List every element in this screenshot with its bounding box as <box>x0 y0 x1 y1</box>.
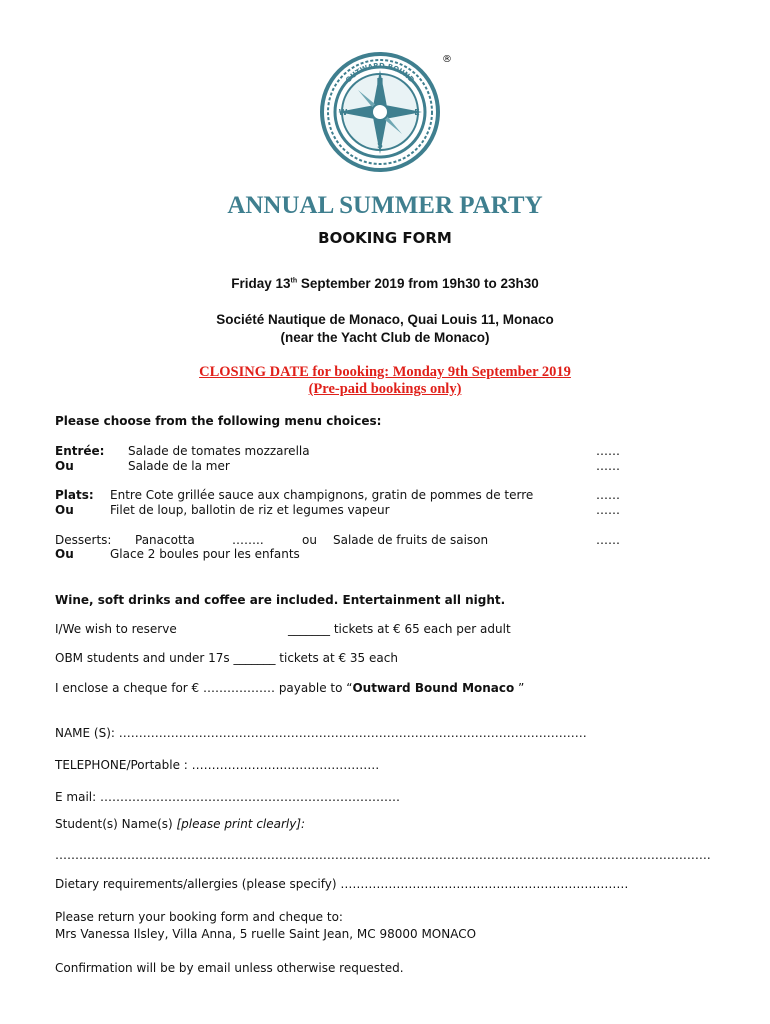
email-field[interactable]: E mail: ………………………………………………………………… <box>55 790 400 804</box>
desserts-label: Desserts: <box>55 533 112 547</box>
entree-ou: Ou <box>55 459 74 473</box>
closing-date: CLOSING DATE for booking: Monday 9th September 2019 <box>199 364 571 380</box>
compass-w-label: W <box>338 108 348 117</box>
dietary-field[interactable]: Dietary requirements/allergies (please specify) ……………………………………………………………… <box>55 877 629 891</box>
prepaid-note: (Pre-paid bookings only) <box>308 381 462 397</box>
compass-n-label: N <box>376 77 384 86</box>
plats-label: Plats: <box>55 488 94 502</box>
telephone-field[interactable]: TELEPHONE/Portable : …………………..…………………… <box>55 758 380 772</box>
venue-line-1: Société Nautique de Monaco, Quai Louis 11, Monaco <box>216 312 554 327</box>
return-address: Mrs Vanessa Ilsley, Villa Anna, 5 ruelle Saint Jean, MC 98000 MONACO <box>55 927 477 941</box>
venue-line-2: (near the Yacht Club de Monaco) <box>280 330 490 345</box>
return-instructions: Please return your booking form and cheque to: <box>55 910 343 924</box>
desserts-ou-inline: ou <box>302 533 317 547</box>
plats-option-2: Filet de loup, ballotin de riz et legumes vapeur <box>110 503 390 517</box>
desserts-option-1a-box[interactable]: …….. <box>232 533 264 547</box>
logo-arc-text: OUTWARD BOUND <box>344 61 416 85</box>
desserts-option-1b: Salade de fruits de saison <box>333 533 489 547</box>
entree-option-2-box[interactable]: …… <box>596 459 620 473</box>
desserts-option-1b-box[interactable]: …… <box>596 533 620 547</box>
entree-label: Entrée: <box>55 444 105 458</box>
compass-e-label: E <box>414 108 420 117</box>
name-field[interactable]: NAME (S): ……………………………………………………………………………………………………… <box>55 726 587 740</box>
registered-mark: ® <box>442 54 452 65</box>
entree-option-2: Salade de la mer <box>128 459 230 473</box>
student-tickets-field[interactable]: OBM students and under 17s _______ tickets at € 35 each <box>55 651 398 665</box>
cheque-line[interactable]: I enclose a cheque for € ……………… payable to “Outward Bound Monaco ” <box>55 681 525 695</box>
desserts-option-1a: Panacotta <box>135 533 195 547</box>
plats-ou: Ou <box>55 503 74 517</box>
adult-tickets-field[interactable]: _______ tickets at € 65 each per adult <box>288 622 511 636</box>
desserts-option-2: Glace 2 boules pour les enfants <box>110 547 300 561</box>
reserve-label: I/We wish to reserve <box>55 622 177 636</box>
student-names-field[interactable]: …………………………………….…………………………………………………………………………………………………………. <box>55 848 711 862</box>
plats-option-1-box[interactable]: …… <box>596 488 620 502</box>
menu-intro: Please choose from the following menu choices: <box>55 414 382 428</box>
outward-bound-logo <box>318 50 442 174</box>
confirmation-note: Confirmation will be by email unless otherwise requested. <box>55 961 404 975</box>
plats-option-2-box[interactable]: …… <box>596 503 620 517</box>
page-title: ANNUAL SUMMER PARTY <box>227 192 543 219</box>
included-note: Wine, soft drinks and coffee are included. Entertainment all night. <box>55 593 506 607</box>
entree-option-1: Salade de tomates mozzarella <box>128 444 310 458</box>
page-subtitle: BOOKING FORM <box>318 229 452 247</box>
desserts-ou: Ou <box>55 547 74 561</box>
student-names-label: Student(s) Name(s) [please print clearly]: <box>55 817 306 831</box>
compass-s-label: S <box>377 141 383 150</box>
entree-option-1-box[interactable]: …… <box>596 444 620 458</box>
plats-option-1: Entre Cote grillée sauce aux champignons, gratin de pommes de terre <box>110 488 534 502</box>
event-date: Friday 13th September 2019 from 19h30 to 23h30 <box>231 276 539 291</box>
